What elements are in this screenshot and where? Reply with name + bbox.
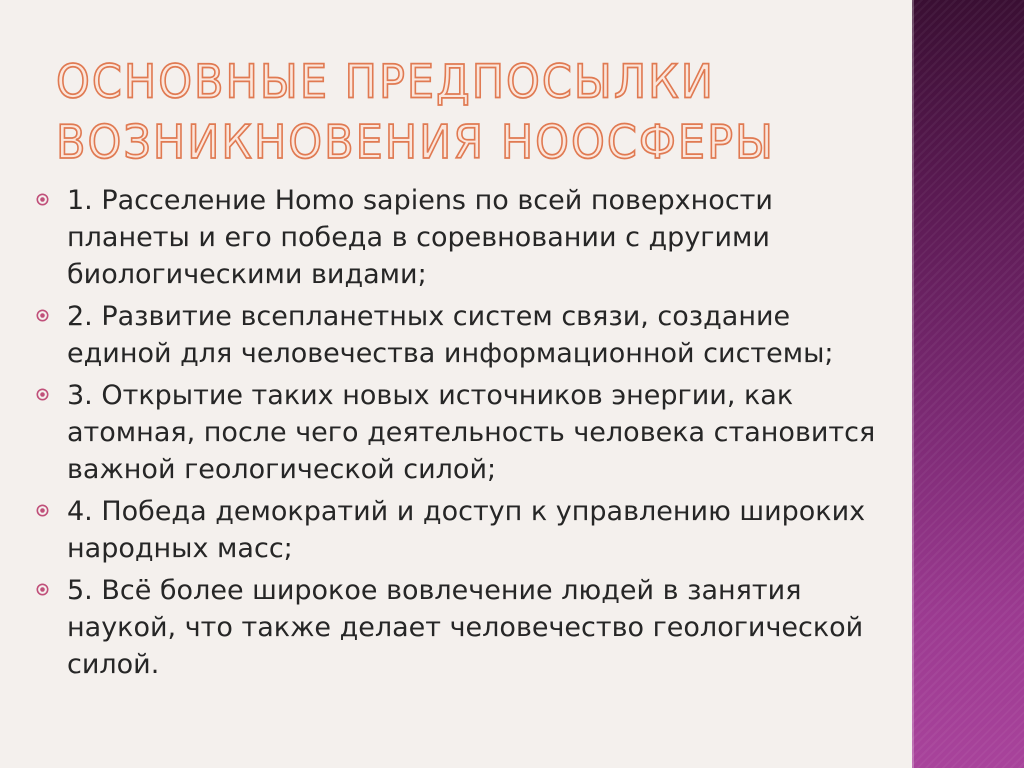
list-item-text: 5. Всё более широкое вовлечение людей в занятия наукой, что также делает человечество геологической силой. <box>67 575 864 680</box>
circle-bullet-icon <box>36 193 49 206</box>
circle-bullet-icon <box>36 583 49 596</box>
list-item <box>36 493 896 567</box>
list-item-text: 1. Расселение Homo sapiens по всей поверхности планеты и его победа в соревновании с другими биологическими видами; <box>67 185 773 290</box>
side-bar-texture <box>912 0 1024 768</box>
list-item-text: 4. Победа демократий и доступ к управлению широких народных масс; <box>67 496 866 564</box>
list-item-text: 3. Открытие таких новых источников энергии, как атомная, после чего деятельность человека становится важной геологической силой; <box>67 380 876 485</box>
decorative-side-bar <box>912 0 1024 768</box>
slide-title: ОСНОВНЫЕ ПРЕДПОСЫЛКИ ВОЗНИКНОВЕНИЯ НООСФЕРЫ <box>56 55 775 170</box>
circle-bullet-icon <box>36 309 49 322</box>
bullet-list <box>36 182 896 688</box>
circle-bullet-icon <box>36 504 49 517</box>
list-item <box>36 298 896 372</box>
list-item <box>36 572 896 683</box>
list-item <box>36 182 896 293</box>
list-item <box>36 377 896 488</box>
circle-bullet-icon <box>36 388 49 401</box>
list-item-text: 2. Развитие всепланетных систем связи, создание единой для человечества информационной системы; <box>67 301 834 369</box>
